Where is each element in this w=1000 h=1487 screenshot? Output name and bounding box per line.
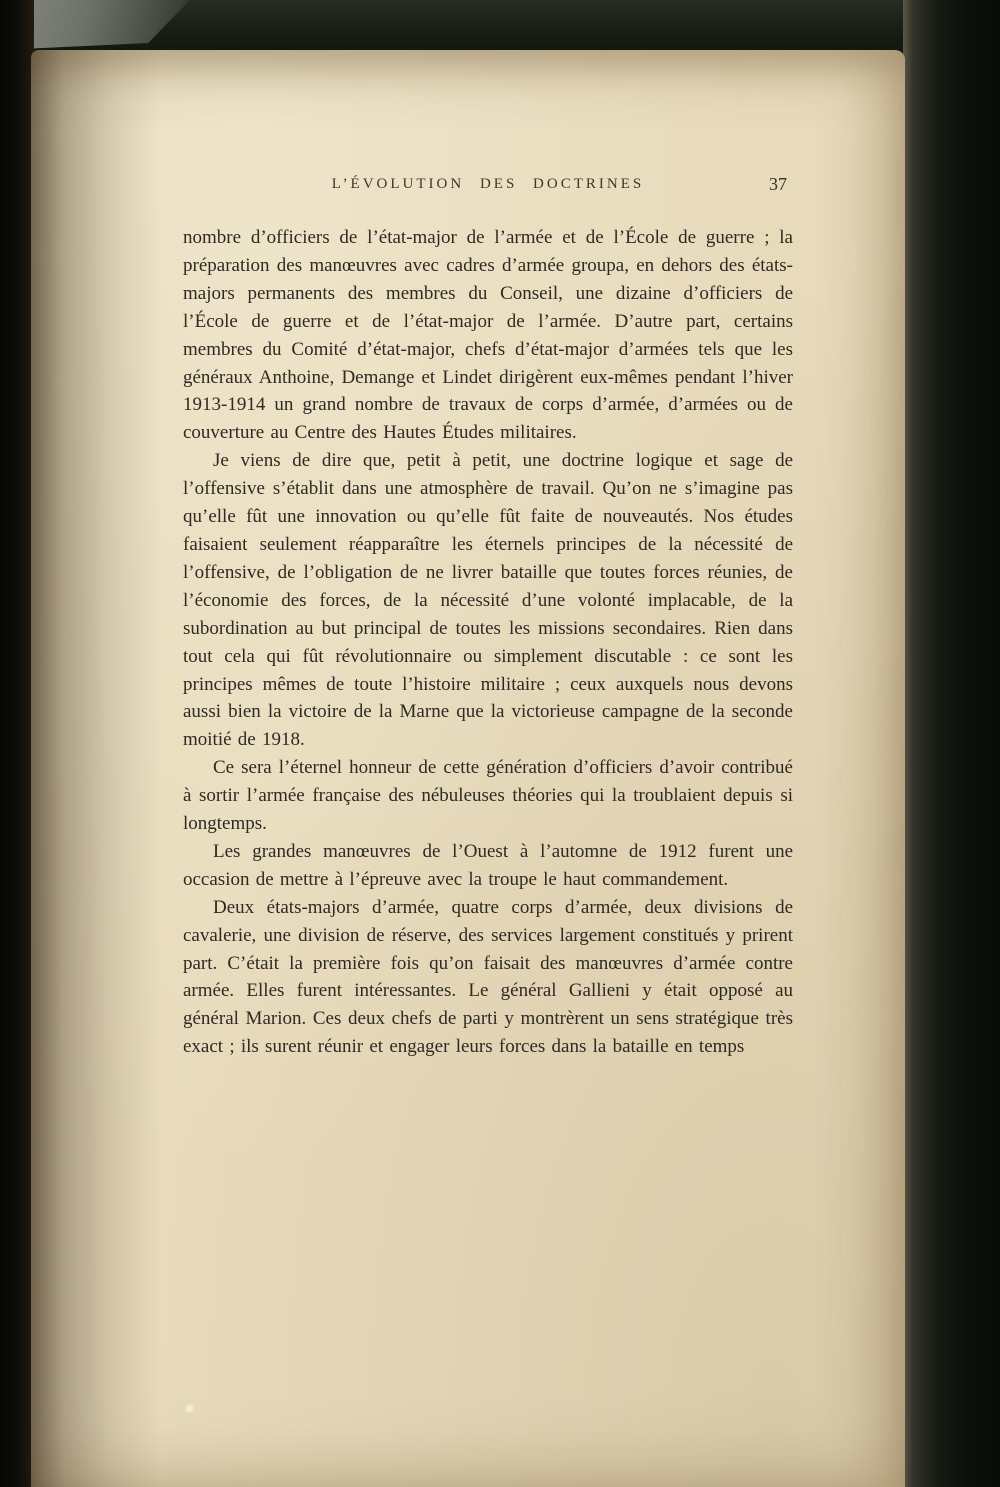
body-text	[183, 224, 793, 1061]
cover-right-edge	[903, 0, 1000, 1487]
running-title: L’ÉVOLUTION DES DOCTRINES	[331, 176, 645, 192]
paragraph-2: Je viens de dire que, petit à petit, une doctrine logique et sage de l’offensive s’établit dans une atmosphère de travail. Qu’on ne s’imagine pas qu’elle fût une innovation ou qu’elle fût faite de nouveautés. Nos études faisaient seulement réapparaître les éternels principes de la nécessité de l’offensive, de l’obligation de ne livrer bataille que toutes forces réunies, de l’économie des forces, de la nécessité d’une volonté implacable, de la subordination au but principal de toutes les missions secondaires. Rien dans tout cela qui fût révolutionnaire ou simplement discutable : ce sont les principes mêmes de toute l’histoire militaire ; ceux auxquels nous devons aussi bien la victoire de la Marne que la victorieuse campagne de la seconde moitié de 1918.	[183, 450, 793, 751]
page-content	[183, 176, 793, 1061]
binding-left-edge	[0, 0, 34, 1487]
page-number: 37	[769, 174, 787, 194]
book-page	[31, 50, 905, 1487]
paragraph-3: Ce sera l’éternel honneur de cette génération d’officiers d’avoir contribué à sortir l’armée française des nébuleuses théories qui la troublaient depuis si longtemps.	[183, 757, 793, 835]
running-header	[183, 176, 793, 210]
paragraph-1: nombre d’officiers de l’état-major de l’armée et de l’École de guerre ; la préparation des manœuvres avec cadres d’armée groupa, en dehors des états-majors permanents des membres du Conseil, une dizaine d’officiers de l’École de guerre et de l’état-major de l’armée. D’autre part, certains membres du Comité d’état-major, chefs d’état-major d’armées tels que les généraux Anthoine, Demange et Lindet dirigèrent eux-mêmes pendant l’hiver 1913-1914 un grand nombre de travaux de corps d’armée, d’armées ou de couverture au Centre des Hautes Études militaires.	[183, 227, 793, 444]
paragraph-5: Deux états-majors d’armée, quatre corps d’armée, deux divisions de cavalerie, une division de réserve, des services largement constitués y prirent part. C’était la première fois qu’on faisait des manœuvres d’armée contre armée. Elles furent intéressantes. Le général Gallieni y était opposé au général Marion. Ces deux chefs de parti y montrèrent un sens stratégique très exact ; ils surent réunir et engager leurs forces dans la bataille en temps	[183, 896, 793, 1058]
gutter-shadow	[31, 50, 161, 1487]
paper-speck	[186, 1405, 193, 1412]
paragraph-4: Les grandes manœuvres de l’Ouest à l’automne de 1912 furent une occasion de mettre à l’épreuve avec la troupe le haut commandement.	[183, 840, 793, 890]
